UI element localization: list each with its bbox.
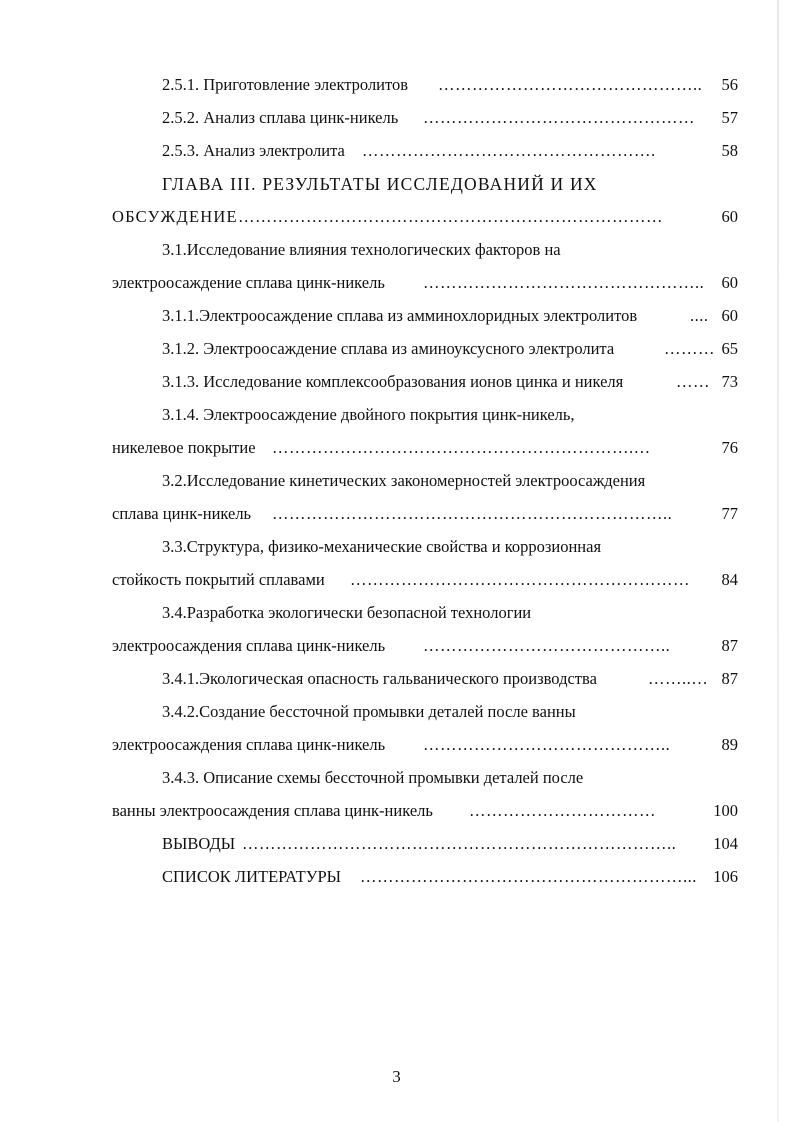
toc-entry [0, 832, 793, 856]
toc-leader: …………………………………………………... [360, 867, 697, 886]
toc-entry-title: 3.4.2.Создание бессточной промывки деталей после ванны [162, 702, 576, 721]
toc-leader: ………………………………………… [423, 108, 695, 127]
toc-page-number: 84 [721, 570, 738, 589]
toc-entry-title: 3.1.4. Электроосаждение двойного покрытия цинк-никель, [162, 405, 575, 424]
toc-page-number: 65 [721, 339, 738, 358]
toc-entry [0, 106, 793, 130]
toc-entry [0, 865, 793, 889]
toc-entry-title: стойкость покрытий сплавами [112, 570, 325, 589]
toc-entry [0, 601, 793, 625]
toc-entry-title: электроосаждения сплава цинк-никель [112, 735, 386, 754]
toc-entry-title: СПИСОК ЛИТЕРАТУРЫ [162, 867, 342, 886]
toc-entry-title: ВЫВОДЫ [162, 834, 236, 853]
toc-page-number: 89 [721, 735, 738, 754]
toc-entry-title: 3.4.3. Описание схемы бессточной промывки деталей после [162, 768, 584, 787]
toc-leader: …………………………… [469, 801, 656, 820]
toc-leader: ……………………………………………………….… [272, 438, 651, 457]
toc-entry-title: ванны электроосаждения сплава цинк-никель [112, 801, 433, 820]
toc-page-number: 57 [721, 108, 738, 127]
toc-entry-title: ОБСУЖДЕНИЕ [112, 207, 238, 226]
toc-entry-title: 3.1.2. Электроосаждение сплава из аминоуксусного электролита [162, 339, 615, 358]
toc-entry [0, 73, 793, 97]
toc-entry [0, 667, 793, 691]
toc-leader: …………………………………….. [423, 636, 671, 655]
toc-entry-title: электроосаждения сплава цинк-никель [112, 636, 386, 655]
toc-entry-title: 2.5.3. Анализ электролита [162, 141, 345, 160]
toc-entry-title: 3.1.1.Электроосаждение сплава из амминохлоридных электролитов [162, 306, 638, 325]
toc-leader: .... [690, 306, 709, 325]
scan-edge [777, 0, 779, 1122]
toc-entry [0, 568, 793, 592]
toc-entry [0, 139, 793, 163]
toc-entry-title: электроосаждение сплава цинк-никель [112, 273, 385, 292]
toc-leader: ………………………………………….. [423, 273, 705, 292]
toc-entry [0, 238, 793, 262]
toc-entry [0, 436, 793, 460]
toc-entry-title: 3.1.Исследование влияния технологических факторов на [162, 240, 561, 259]
toc-chapter-heading [0, 172, 793, 196]
toc-entry-title: 3.4.Разработка экологически безопасной технологии [162, 603, 532, 622]
toc-entry [0, 799, 793, 823]
toc-page-number: 100 [713, 801, 738, 820]
toc-entry-title: никелевое покрытие [112, 438, 256, 457]
toc-entry [0, 502, 793, 526]
toc-leader: ……………………………………………. [362, 141, 656, 160]
toc-entry-title: 3.2.Исследование кинетических закономерностей электроосаждения [162, 471, 646, 490]
page-number: 3 [392, 1067, 401, 1086]
toc-entry-title: 3.1.3. Исследование комплексообразования ионов цинка и никеля [162, 372, 624, 391]
toc-entry [0, 535, 793, 559]
toc-entry-title: 3.3.Структура, физико-механические свойства и коррозионная [162, 537, 602, 556]
toc-entry [0, 403, 793, 427]
toc-entry [0, 205, 793, 229]
toc-entry [0, 304, 793, 328]
toc-page-number: 76 [721, 438, 738, 457]
toc-leader: …………………………………………………… [350, 570, 690, 589]
toc-entry [0, 700, 793, 724]
toc-page-number: 87 [721, 636, 738, 655]
toc-leader: ……… [664, 339, 715, 358]
toc-leader: ……..… [648, 669, 709, 688]
toc-entry [0, 271, 793, 295]
toc-page-number: 56 [721, 75, 738, 94]
toc-page-number: 77 [721, 504, 738, 523]
toc-leader: …………………………………………………………….. [272, 504, 673, 523]
toc-page-number: 104 [713, 834, 738, 853]
toc-entry [0, 469, 793, 493]
toc-page-number: 106 [713, 867, 738, 886]
toc-entry [0, 766, 793, 790]
toc-page-number: 87 [721, 669, 738, 688]
toc-entry [0, 370, 793, 394]
toc-page-number: 73 [721, 372, 738, 391]
toc-page-number: 60 [721, 207, 738, 226]
toc-leader: …… [676, 372, 710, 391]
toc-leader: ……………………………………….. [438, 75, 703, 94]
toc-entry-title: сплава цинк-никель [112, 504, 252, 523]
toc-page-number: 60 [721, 273, 738, 292]
toc-leader: ………………………………………………………………….. [242, 834, 677, 853]
toc-page-number: 58 [721, 141, 738, 160]
toc-entry [0, 634, 793, 658]
toc-entry [0, 733, 793, 757]
toc-entry [0, 337, 793, 361]
toc-leader: …………………………………….. [423, 735, 671, 754]
toc-entry-title: 3.4.1.Экологическая опасность гальванического производства [162, 669, 597, 688]
toc-entry-title: 2.5.2. Анализ сплава цинк-никель [162, 108, 399, 127]
toc-page-number: 60 [721, 306, 738, 325]
toc-entry-title: 2.5.1. Приготовление электролитов [162, 75, 409, 94]
toc-entry-title: ГЛАВА III. РЕЗУЛЬТАТЫ ИССЛЕДОВАНИЙ И ИХ [162, 174, 598, 194]
toc-leader: ………………………………………………………………… [238, 207, 663, 226]
